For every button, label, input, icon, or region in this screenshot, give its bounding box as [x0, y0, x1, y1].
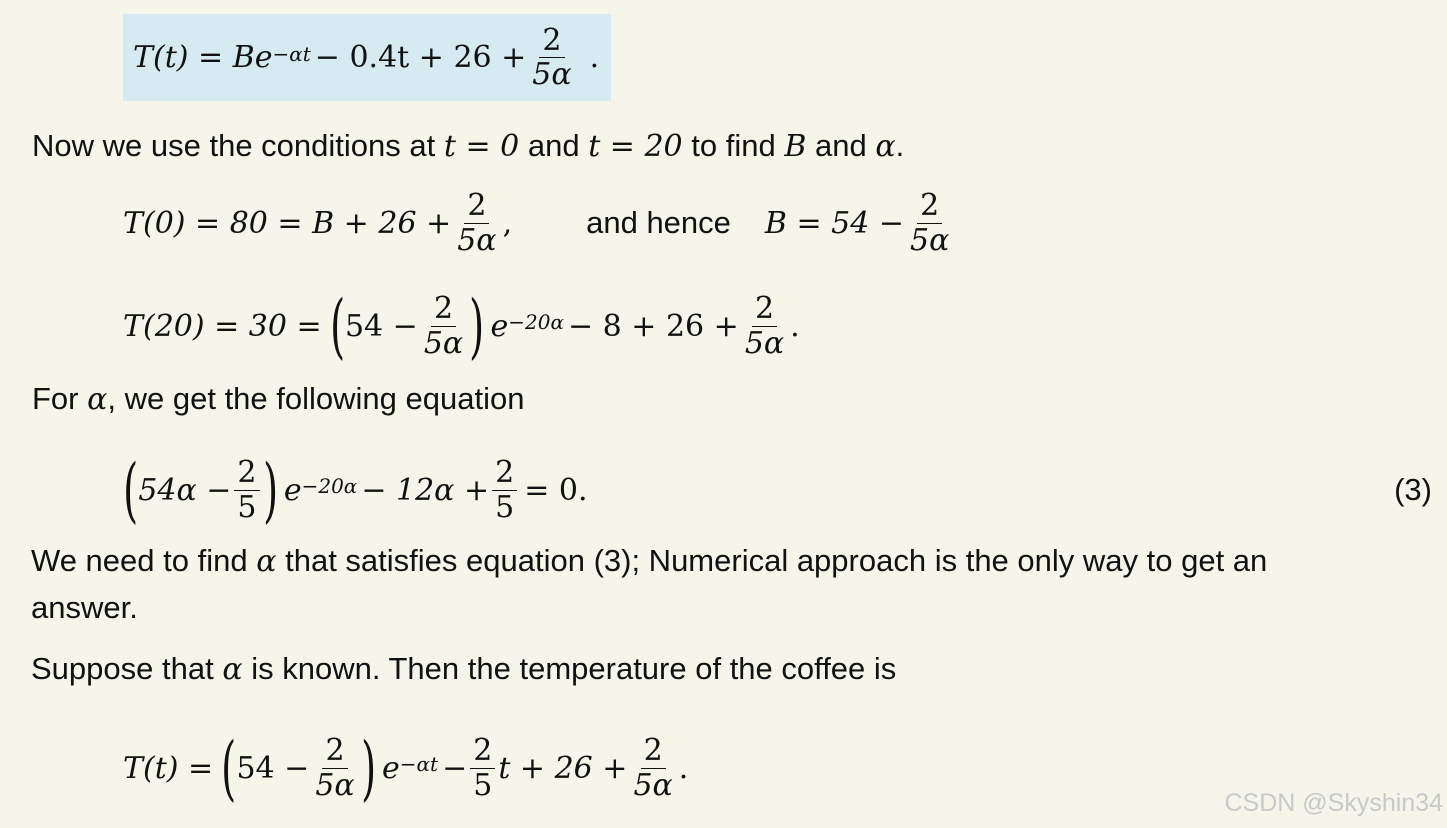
- eq-final-inner: 54 −: [236, 750, 310, 786]
- equation-t0: [123, 184, 955, 262]
- left-paren: (: [221, 727, 237, 809]
- eq3-fraction-2: [492, 457, 517, 523]
- right-paren: ): [469, 285, 485, 367]
- text-span: For: [32, 381, 79, 416]
- eq-t20-mid: − 8 + 26 +: [567, 308, 739, 344]
- right-paren: ): [360, 727, 376, 809]
- minus: −: [442, 750, 468, 786]
- eq-final-lhs: T(t) =: [123, 750, 214, 786]
- equation-final: [123, 726, 688, 810]
- text-span: Now we use the conditions at: [32, 128, 436, 163]
- exponent: −20α: [301, 474, 358, 498]
- eq-final-fraction-2: [470, 735, 495, 801]
- fraction-denominator: 5α: [633, 767, 673, 803]
- eq-t20-fraction: [421, 293, 466, 359]
- fraction-numerator: 2: [641, 735, 666, 769]
- left-paren: (: [329, 285, 345, 367]
- eq3-mid: − 12α +: [361, 472, 490, 508]
- eq-final-fraction-3: [630, 735, 675, 801]
- paragraph-suppose: [31, 651, 896, 687]
- text-span: and: [815, 128, 867, 163]
- eq-boxed-fraction: [529, 22, 574, 92]
- eq-boxed-exponent: −αt: [272, 41, 311, 66]
- eq-boxed-mid: − 0.4t + 26 +: [314, 40, 527, 75]
- fraction-denominator: 5α: [532, 57, 572, 92]
- eq3-inner: 54α −: [138, 472, 232, 508]
- text-span: and: [527, 128, 580, 163]
- eq-t0-lhs: T(0) = 80 = B + 26 +: [123, 205, 452, 241]
- fraction-numerator: 2: [234, 457, 259, 491]
- math-inline: t = 0: [443, 129, 520, 164]
- eq-t0-rhs: B = 54 −: [764, 205, 905, 241]
- period: .: [790, 308, 800, 344]
- exponent: −20α: [508, 310, 564, 334]
- eq-final-fraction: [312, 735, 357, 801]
- fraction-denominator: 5: [237, 489, 257, 525]
- eq3-fraction: [234, 457, 259, 523]
- equation-t20: [123, 285, 800, 367]
- fraction-denominator: 5α: [744, 325, 785, 361]
- paragraph-need: [31, 538, 1421, 631]
- text-span: Suppose that: [31, 651, 214, 686]
- equation-3: [123, 448, 587, 532]
- eq-boxed-lhs: T(t) = Be: [133, 40, 273, 75]
- eq3-end: = 0.: [524, 472, 588, 508]
- eq-t20-lhs: T(20) = 30 =: [123, 308, 322, 344]
- fraction-denominator: 5: [495, 489, 515, 525]
- text-span: to find: [691, 128, 776, 163]
- right-paren: ): [262, 449, 278, 531]
- fraction-numerator: 2: [492, 457, 517, 491]
- fraction-denominator: 5α: [315, 767, 355, 803]
- math-inline: α: [256, 544, 277, 579]
- equation-boxed: [133, 14, 599, 101]
- and-hence-text: and hence: [586, 205, 731, 240]
- fraction-denominator: 5: [473, 767, 493, 803]
- eq-boxed-period: .: [589, 40, 600, 75]
- left-paren: (: [123, 449, 139, 531]
- fraction-numerator: 2: [470, 735, 495, 769]
- exponent: −αt: [399, 752, 439, 776]
- eq-t20-fraction-2: [742, 293, 787, 359]
- fraction-denominator: 5α: [423, 325, 464, 361]
- paragraph-conditions: [32, 128, 904, 164]
- paragraph-need-line-2: answer.: [31, 590, 138, 625]
- text-span: that satisfies equation (3); Numerical approach is the only way to get an: [285, 543, 1268, 578]
- text-span: .: [895, 128, 905, 163]
- fraction-numerator: 2: [322, 735, 347, 769]
- text-span: is known. Then the temperature of the coffee is: [251, 651, 897, 686]
- period: .: [678, 750, 689, 786]
- eq-t0-fraction: [454, 190, 499, 256]
- text-span: We need to find: [31, 543, 248, 578]
- eq-t0-rhs-fraction: [907, 190, 952, 256]
- fraction-denominator: 5α: [910, 222, 950, 258]
- exp-base: e: [490, 308, 509, 344]
- math-inline: α: [875, 129, 896, 164]
- paragraph-need-line-1: [31, 538, 1421, 585]
- fraction-numerator: 2: [464, 190, 489, 224]
- exp-base: e: [382, 750, 400, 786]
- paragraph-for-alpha: [32, 381, 524, 417]
- eq-final-mid: t + 26 +: [498, 750, 628, 786]
- comma: ,: [502, 205, 513, 241]
- math-inline: α: [222, 652, 243, 687]
- fraction-numerator: 2: [539, 25, 564, 59]
- math-inline: α: [87, 382, 108, 417]
- math-inline: t = 20: [588, 129, 683, 164]
- math-inline: B: [784, 129, 807, 164]
- watermark: CSDN @Skyshin34: [1224, 789, 1443, 817]
- exp-base: e: [283, 472, 302, 508]
- eq-t20-inner: 54 −: [344, 308, 418, 344]
- fraction-numerator: 2: [752, 293, 777, 327]
- fraction-denominator: 5α: [457, 222, 497, 258]
- fraction-numerator: 2: [917, 190, 942, 224]
- equation-number: (3): [1394, 472, 1432, 507]
- fraction-numerator: 2: [431, 293, 456, 327]
- text-span: , we get the following equation: [107, 381, 525, 416]
